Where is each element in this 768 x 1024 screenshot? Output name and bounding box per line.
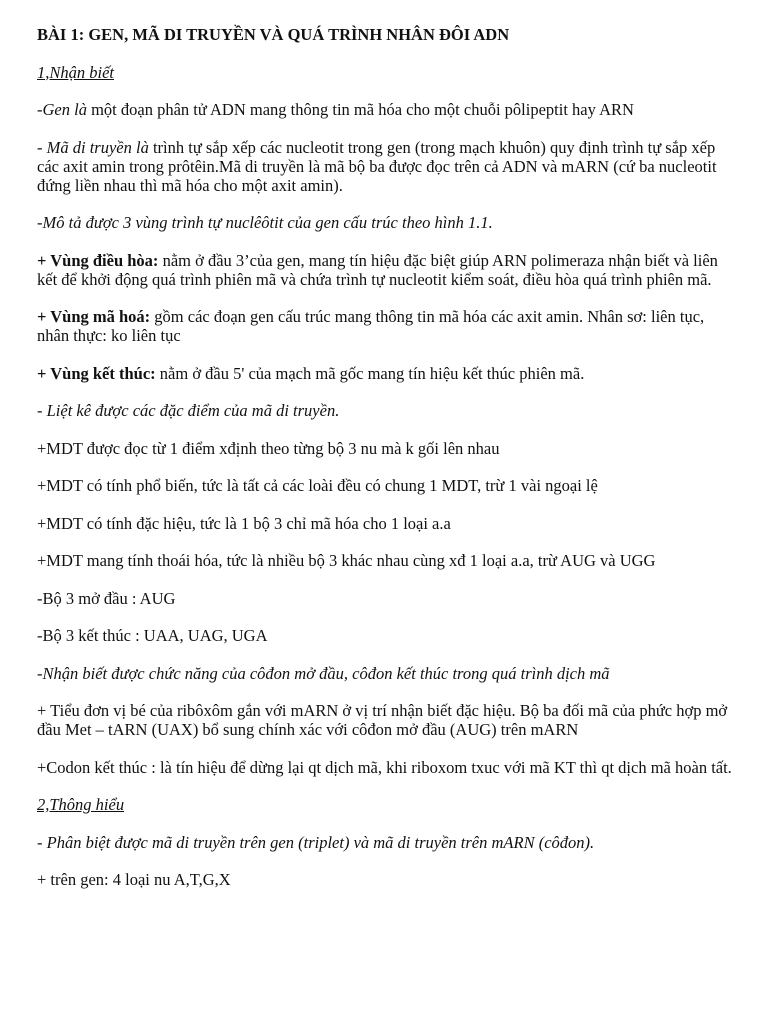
dash: - [37,137,47,157]
start-codon-function: + Tiểu đơn vị bé của ribôxôm gắn với mARN ở vị trí nhận biết đặc hiệu. Bộ ba đối mã của phức hợp mở đầu Met – tARN (UAX) bổ sung chính xác với côđon mở đầu (AUG) trên mARN [37,701,728,739]
region-termination-text: nằm ở đầu 5' của mạch mã gốc mang tín hiệu kết thúc phiên mã. [155,363,585,383]
genetic-code-definition [37,138,737,195]
gen-definition-text: một đoạn phân tử ADN mang thông tin mã hóa cho một chuỗi pôlipeptit hay ARN [86,100,634,119]
region-regulatory-label: + Vùng điều hòa: [37,250,159,270]
gen-term: Gen là [42,100,87,119]
compare-heading: - Phân biệt được mã di truyền trên gen (triplet) và mã di truyền trên mARN (côđon). [37,832,595,852]
section-heading-text: 1,Nhận biết [37,62,114,82]
feature-item: +MDT có tính phổ biến, tức là tất cả các loài đều có chung 1 MDT, trừ 1 vài ngoại lệ [37,476,598,495]
region-termination [37,364,737,383]
region-regulatory [37,251,737,289]
region-coding-label: + Vùng mã hoá: [37,307,151,326]
start-codon-line: -Bộ 3 mở đầu : AUG [37,588,176,608]
dash: - [37,100,43,119]
feature-item: +MDT mang tính thoái hóa, tức là nhiều bộ 3 khác nhau cùng xđ 1 loại a.a, trừ AUG và UGG [37,551,656,570]
region-termination-label: + Vùng kết thúc: [37,363,156,383]
document-page [37,25,737,908]
stop-codons-line: -Bộ 3 kết thúc : UAA, UAG, UGA [37,626,268,645]
feature-item: +MDT được đọc từ 1 điểm xđịnh theo từng bộ 3 nu mà k gối lên nhau [37,438,500,458]
section-heading-recognition [37,63,737,82]
function-heading: -Nhận biết được chức năng của côđon mở đầu, côđon kết thúc trong quá trình dịch mã [37,663,610,683]
section-heading-understanding [37,795,737,814]
gene-nucleotides-line: + trên gen: 4 loại nu A,T,G,X [37,870,231,889]
region-coding-text: gồm các đoạn gen cấu trúc mang thông tin mã hóa các axit amin. Nhân sơ: liên tục, nhân thực: ko liên tục [37,307,705,345]
genetic-code-term: Mã di truyền là [46,137,149,157]
features-heading: - Liệt kê được các đặc điểm của mã di truyền. [37,401,340,420]
gen-definition [37,100,737,119]
genetic-code-definition-text: trình tự sắp xếp các nucleotit trong gen (trong mạch khuôn) quy định trình tự sắp xếp các axit amin trong prôtêin.Mã di truyền là mã bộ ba được đọc trên cả ADN và mARN (cứ ba nucleotit đứng liền nhau thì mã hóa cho một axit amin). [37,137,717,195]
stop-codon-function: +Codon kết thúc : là tín hiệu để dừng lại qt dịch mã, khi riboxom txuc với mã KT thì qt dịch mã hoàn tất. [37,757,732,777]
document-title: BÀI 1: GEN, MÃ DI TRUYỀN VÀ QUÁ TRÌNH NHÂN ĐÔI ADN [37,25,510,44]
feature-item: +MDT có tính đặc hiệu, tức là 1 bộ 3 chỉ mã hóa cho 1 loại a.a [37,513,451,533]
region-coding [37,307,737,345]
regions-heading: -Mô tả được 3 vùng trình tự nuclêôtit của gen cấu trúc theo hình 1.1. [37,213,493,232]
section-heading-text: 2,Thông hiểu [37,795,125,814]
region-regulatory-text: nằm ở đầu 3’của gen, mang tín hiệu đặc biệt giúp ARN polimeraza nhận biết và liên kết để khởi động quá trình phiên mã và chứa trình tự nucleotit kiểm soát, điều hòa quá trình phiên mã. [37,250,718,289]
